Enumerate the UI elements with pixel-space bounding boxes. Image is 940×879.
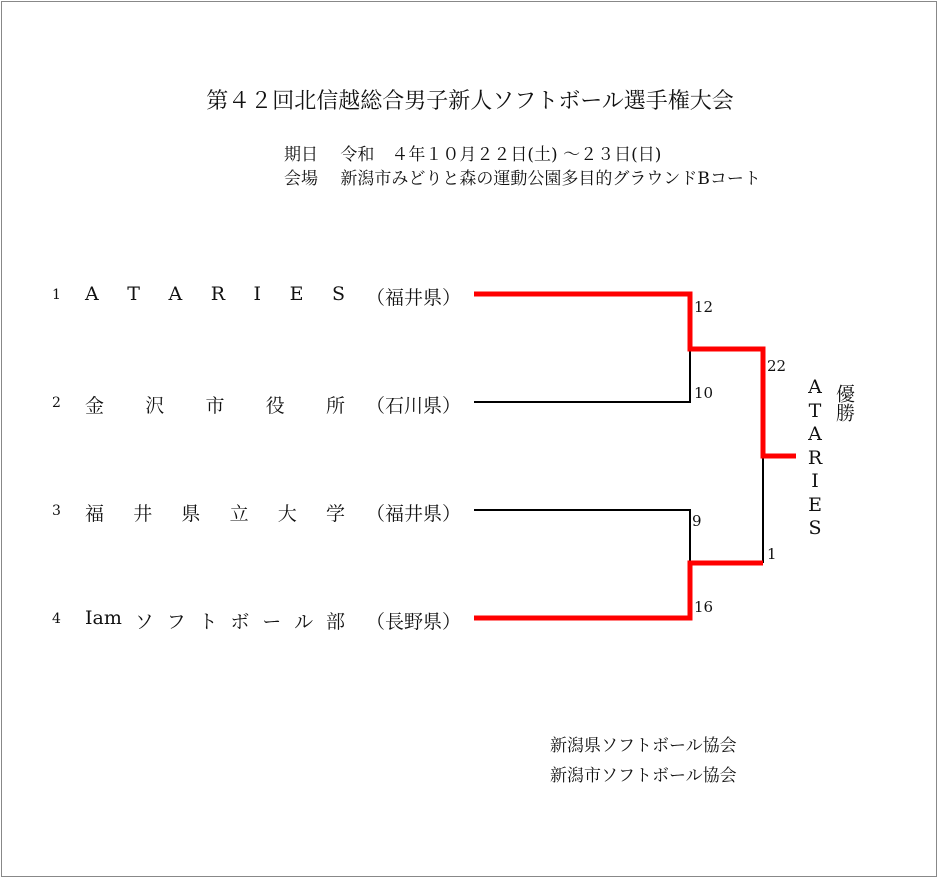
name-char: A [808, 423, 822, 445]
name-char: A [85, 283, 99, 305]
team-name [85, 607, 345, 634]
name-char: 所 [325, 395, 345, 417]
seed-number: 1 [52, 287, 61, 303]
name-char: ト [198, 611, 218, 633]
name-char: 井 [133, 503, 153, 525]
name-char: E [289, 283, 304, 305]
name-char: S [808, 517, 822, 539]
name-char: Iam [85, 607, 122, 629]
line-team3 [474, 510, 690, 563]
name-char: 学 [325, 503, 345, 525]
name-char: T [808, 399, 822, 422]
organizer-1: 新潟県ソフトボール協会 [550, 736, 737, 756]
date-line: 期日 令和 ４年１０月２２日(土) ～２３日(日) [284, 145, 662, 165]
line-team1-winner [474, 294, 796, 456]
name-char: 金 [85, 395, 105, 417]
name-char: ー [262, 611, 282, 633]
score-team3: 9 [692, 512, 702, 530]
name-char: ル [294, 611, 314, 633]
score-team2: 10 [694, 384, 714, 402]
name-char: R [807, 446, 823, 469]
team-prefecture: （福井県） [366, 287, 462, 309]
name-char: S [331, 283, 345, 305]
name-char: 沢 [145, 395, 165, 417]
seed-number: 2 [52, 395, 61, 411]
line-team2 [474, 349, 690, 402]
name-char: ソ [134, 611, 154, 633]
team-prefecture: （石川県） [366, 395, 462, 417]
team-prefecture: （長野県） [366, 611, 462, 633]
team-prefecture: （福井県） [366, 503, 462, 525]
score-final-top: 22 [767, 357, 787, 375]
name-char: T [127, 283, 140, 305]
venue-line: 会場 新潟市みどりと森の運動公園多目的グラウンドBコート [284, 169, 761, 189]
name-char: I [253, 283, 262, 305]
score-final-bottom: 1 [767, 545, 777, 563]
champion-label: 優勝 [833, 384, 855, 422]
name-char: 部 [325, 611, 345, 633]
name-char: 立 [229, 503, 249, 525]
name-char: 役 [265, 395, 285, 417]
name-char: 大 [277, 503, 297, 525]
seed-number: 3 [52, 503, 61, 519]
name-char: 県 [181, 503, 201, 525]
name-char: E [808, 493, 822, 516]
name-char: A [808, 376, 822, 398]
seed-number: 4 [52, 611, 61, 627]
line-team4-winner [474, 563, 763, 618]
organizer-2: 新潟市ソフトボール協会 [550, 766, 737, 786]
champion-name [806, 376, 824, 541]
name-char: 市 [205, 395, 225, 417]
name-char: 福 [85, 503, 105, 525]
team-name [85, 391, 345, 418]
name-char: I [811, 470, 819, 492]
name-char: A [168, 283, 183, 305]
name-char: ボ [230, 611, 250, 633]
page-title: 第４２回北信越総合男子新人ソフトボール選手権大会 [206, 89, 734, 114]
name-char: フ [166, 611, 186, 633]
team-name [85, 499, 345, 526]
name-char: R [210, 283, 226, 305]
score-team4: 16 [694, 598, 714, 616]
team-name [85, 283, 345, 305]
score-team1: 12 [694, 298, 714, 316]
